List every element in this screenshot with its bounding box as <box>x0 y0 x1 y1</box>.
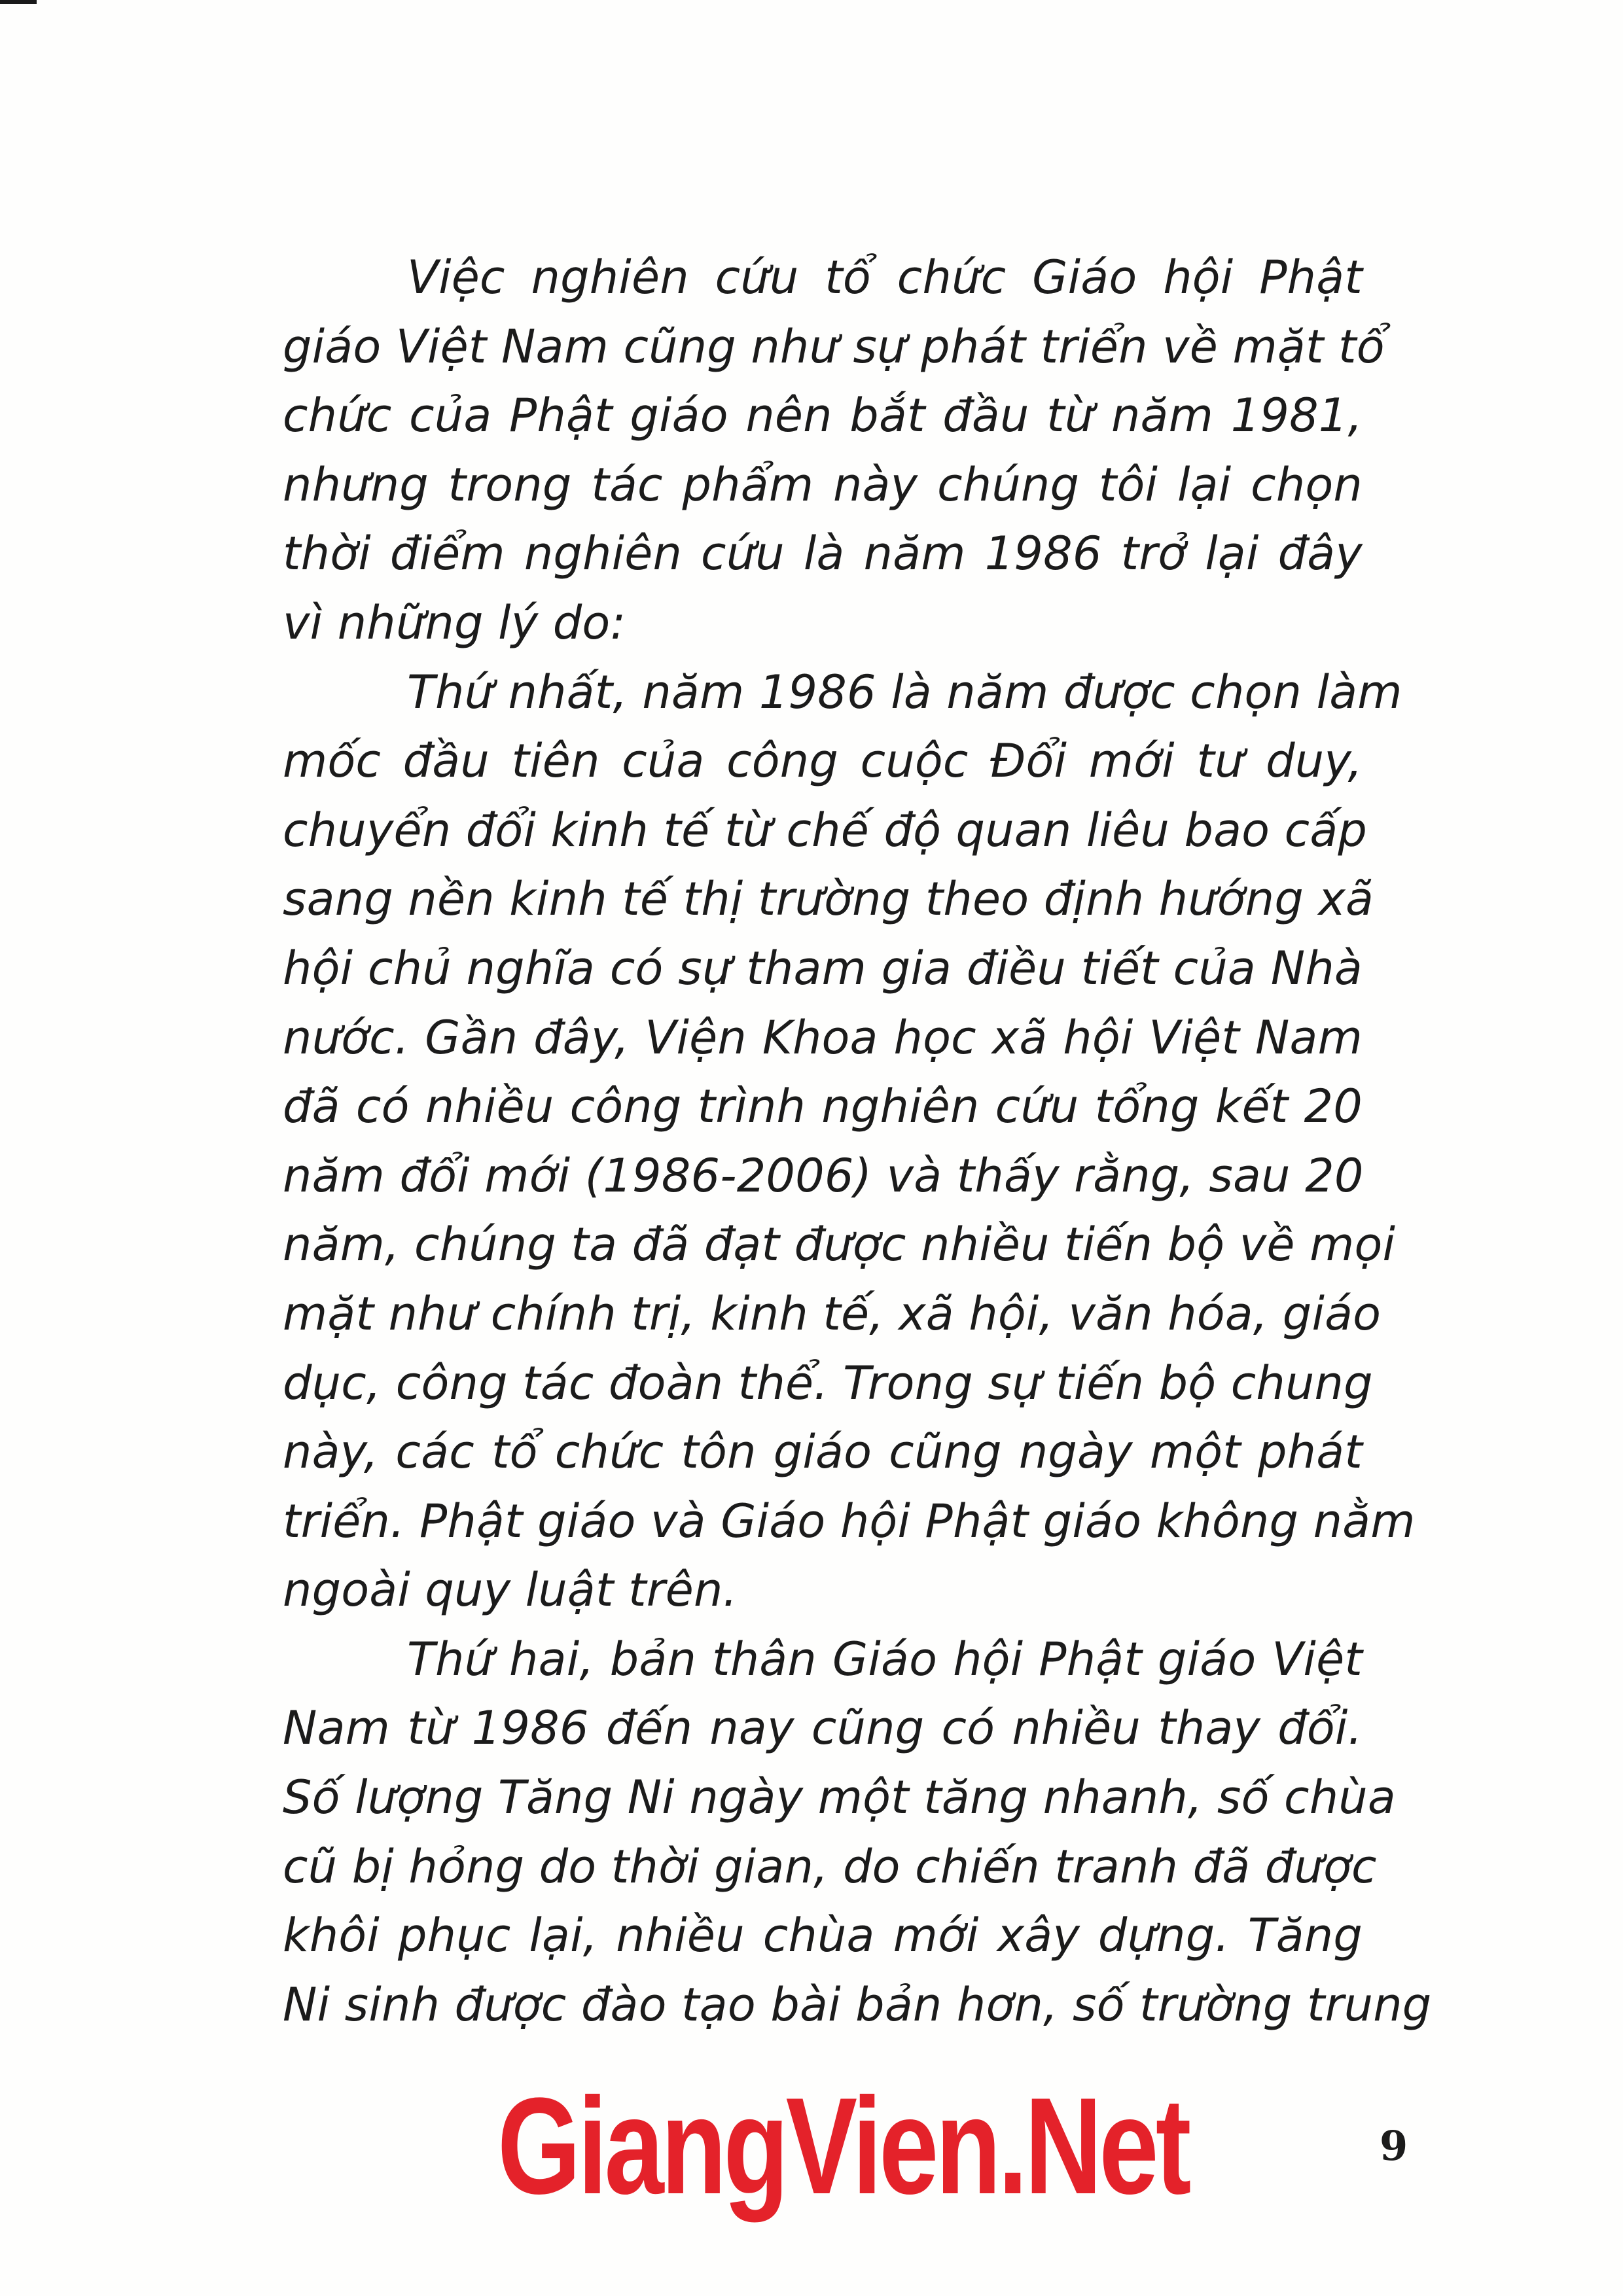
text-line: Thứ nhất, năm 1986 là năm được chọn làm <box>407 665 1402 719</box>
text-line: cũ bị hỏng do thời gian, do chiến tranh đã được <box>283 1839 1377 1894</box>
paragraph-1 <box>283 243 1385 658</box>
text-line: này, các tổ chức tôn giáo cũng ngày một phát <box>283 1425 1363 1479</box>
text-line: năm đổi mới (1986-2006) và thấy rằng, sau 20 <box>283 1148 1364 1203</box>
text-line: thời điểm nghiên cứu là năm 1986 trở lại đây <box>283 527 1363 581</box>
scan-corner-mark <box>0 0 37 4</box>
text-line: năm, chúng ta đã đạt được nhiều tiến bộ về mọi <box>283 1218 1396 1272</box>
text-line: triển. Phật giáo và Giáo hội Phật giáo không nằm <box>283 1494 1416 1548</box>
text-line: khôi phục lại, nhiều chùa mới xây dựng. Tăng <box>283 1909 1363 1963</box>
watermark-logo: GiangVien.Net <box>497 2069 1188 2223</box>
text-line: mốc đầu tiên của công cuộc Đổi mới tư duy, <box>283 734 1363 788</box>
text-line: đã có nhiều công trình nghiên cứu tổng kết 20 <box>283 1080 1363 1134</box>
text-line: Nam từ 1986 đến nay cũng có nhiều thay đổi. <box>283 1701 1363 1756</box>
text-line: dục, công tác đoàn thể. Trong sự tiến bộ chung <box>283 1356 1373 1410</box>
text-line: sang nền kinh tế thị trường theo định hướng xã <box>283 872 1374 927</box>
text-line: nhưng trong tác phẩm này chúng tôi lại chọn <box>283 457 1363 512</box>
text-line: Thứ hai, bản thân Giáo hội Phật giáo Việt <box>407 1632 1363 1686</box>
paragraph-3 <box>283 1625 1432 2040</box>
text-line: giáo Việt Nam cũng như sự phát triển về mặt tổ <box>283 319 1385 374</box>
text-line: Ni sinh được đào tạo bài bản hơn, số trường trung <box>283 1977 1432 2032</box>
text-line: ngoài quy luật trên. <box>283 1563 738 1617</box>
page-number: 9 <box>1380 2122 1408 2170</box>
text-line: vì những lý do: <box>283 595 626 650</box>
text-line: chuyển đổi kinh tế từ chế độ quan liêu bao cấp <box>283 803 1368 857</box>
text-line: chức của Phật giáo nên bắt đầu từ năm 1981, <box>283 389 1363 443</box>
paragraph-2 <box>283 658 1416 1625</box>
text-line: hội chủ nghĩa có sự tham gia điều tiết của Nhà <box>283 941 1363 995</box>
text-line: Việc nghiên cứu tổ chức Giáo hội Phật <box>407 251 1363 304</box>
text-line: nước. Gần đây, Viện Khoa học xã hội Việt Nam <box>283 1010 1363 1065</box>
body-text <box>283 243 1432 2040</box>
text-line: mặt như chính trị, kinh tế, xã hội, văn hóa, giáo <box>283 1286 1382 1341</box>
text-line: Số lượng Tăng Ni ngày một tăng nhanh, số chùa <box>283 1771 1396 1825</box>
